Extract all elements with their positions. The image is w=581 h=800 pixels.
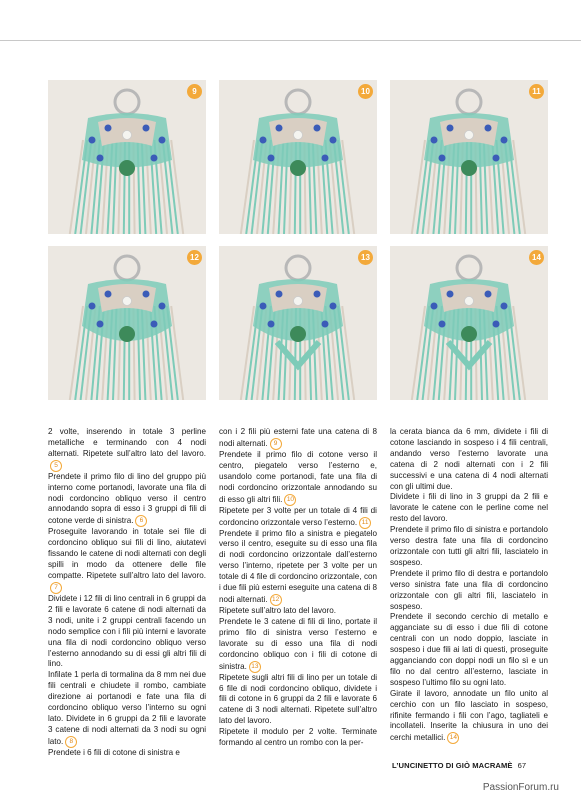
text-column-2	[219, 427, 377, 749]
text-column-3	[390, 427, 548, 744]
paragraph-text: Dividete i 12 fili di lino centrali in 6 gruppi da 2 fili e lavorate 6 catene di nodi alternati da 3 nodi, unite i 2 gruppi centrali facendo un nodo semplice con i fili più interni e lavorate una fila di nodi cordoncino obliquo verso l’esterno annodando su di essi gli altri fili di lino.	[48, 594, 206, 669]
step-number-badge: 11	[529, 84, 544, 99]
step-number-badge: 13	[358, 250, 373, 265]
paragraph	[48, 527, 206, 594]
paragraph-text: Ripetete sull’altro lato del lavoro.	[219, 606, 336, 616]
paragraph	[219, 450, 377, 506]
step-marker: 8	[65, 736, 77, 748]
paragraph	[219, 673, 377, 728]
paragraph	[219, 529, 377, 606]
paragraph	[219, 506, 377, 529]
page-number: 67	[517, 761, 527, 770]
step-photo-9	[48, 80, 206, 234]
macrame-illustration	[219, 80, 377, 234]
step-marker: 5	[50, 460, 62, 472]
paragraph-text: Prendete il primo filo di sinistra e portandolo verso destra fate una fila di cordoncino orizzontale con tutti gli altri fili, lasciatelo in sospeso.	[390, 525, 548, 567]
step-photo-14	[390, 246, 548, 400]
paragraph-text: Prendete il primo filo di destra e portandolo verso sinistra fate una fila di cordoncino orizzontale con gli altri fili, lasciatelo in sospeso.	[390, 568, 548, 611]
paragraph-text: Dividete i fili di lino in 3 gruppi da 2 fili e lavorate le catene con le perline come nel resto del lavoro.	[390, 492, 548, 524]
paragraph-text: Prendete il primo filo di cotone verso il centro, piegatelo verso l’esterno e, usandolo come portanodi, fate una fila di nodi cordoncino orizzontale annodando su di esso gli altri fili.	[219, 449, 377, 504]
step-photo-13	[219, 246, 377, 400]
paragraph	[48, 472, 206, 528]
paragraph-text: Ripetete il modulo per 2 volte. Terminate formando al centro un rombo con la per-	[219, 727, 377, 748]
step-marker: 6	[135, 515, 147, 527]
step-number-badge: 10	[358, 84, 373, 99]
step-number-badge: 12	[187, 250, 202, 265]
paragraph-text: Prendete il primo filo a sinistra e piegatelo verso il centro, eseguite su di esso una fila di nodi cordoncino orizzontale dall’esterno verso l’interno, ripetete per 3 volte per un totale di 4 file di cordoncino orizzontale, con i due fili più esterni eseguite una catena di 8 nodi alternati.	[219, 528, 377, 605]
step-marker: 12	[270, 594, 282, 606]
paragraph	[48, 748, 206, 759]
paragraph	[390, 492, 548, 525]
paragraph-text: Ripetete per 3 volte per un totale di 4 fili di cordoncino orizzontale verso l’esterno.	[219, 505, 377, 527]
paragraph-text: Infilate 1 perla di tormalina da 8 mm nei due fili centrali e chiudete il rombo, cambiate direzione ai portanodi e fate una fila di cordoncino obliquo verso l’interno su ogni lato. Dividete in 6 gruppi da 2 fili e lavorate 3 catene di nodi alternati da 3 nodi su ogni lato.	[48, 670, 206, 746]
paragraph	[48, 427, 206, 472]
step-marker: 11	[359, 517, 371, 529]
paragraph-text: Proseguite lavorando in totale sei file di cordoncino obliquo sui fili di lino, aiutatevi fissando le catene di nodi alternati con degli spilli in modo da ottenere delle file compatte. Ripetete sull’altro lato del lavoro.	[48, 527, 206, 581]
paragraph-text: Girate il lavoro, annodate un filo unito al cerchio con un filo lasciato in sospeso, rifinite fermando i fili con l’ago, tagliateli e incollateli. Inserite la chiusura in uno dei cerchi metallici.	[390, 688, 548, 743]
step-number-badge: 14	[529, 250, 544, 265]
page-footer	[392, 761, 526, 770]
macrame-illustration	[48, 80, 206, 234]
paragraph	[390, 427, 548, 492]
paragraph	[390, 525, 548, 569]
header-rule	[0, 40, 581, 41]
paragraph	[219, 427, 377, 450]
paragraph	[48, 594, 206, 670]
paragraph	[48, 670, 206, 747]
paragraph	[390, 612, 548, 688]
paragraph	[219, 727, 377, 749]
paragraph	[219, 617, 377, 673]
macrame-illustration	[219, 246, 377, 400]
paragraph-text: Prendete il secondo cerchio di metallo e agganciate su di esso i due fili di cotone centrali con un nodo doppio, lasciate in sospeso i due fili ai lati di questi, proseguite agganciando con doppi nodi un filo sì e un filo no dal centro all’esterno, lasciate in sospeso l’ultimo filo su ogni lato.	[390, 612, 548, 687]
step-marker: 9	[270, 438, 282, 450]
paragraph	[390, 689, 548, 745]
step-marker: 13	[249, 661, 261, 673]
macrame-illustration	[390, 80, 548, 234]
instructions	[48, 427, 548, 757]
step-marker: 10	[284, 494, 296, 506]
step-photo-10	[219, 80, 377, 234]
macrame-illustration	[48, 246, 206, 400]
paragraph-text: Ripetete sugli altri fili di lino per un totale di 6 file di nodi cordoncino obliquo, dividete i fili di cotone in 6 gruppi da 2 fili e lavorate 6 catene di 3 nodi alternati. Ripetete sull’altro lato del lavoro.	[219, 672, 377, 726]
step-photo-11	[390, 80, 548, 234]
paragraph-text: Prendete le 3 catene di fili di lino, portate il primo filo di sinistra verso l’esterno e lavorate su di esso una fila di nodi cordoncino obliquo con i fili di cotone di sinistra.	[219, 616, 377, 671]
magazine-title: L’UNCINETTO DI GIÒ MACRAMÈ	[392, 761, 513, 770]
paragraph-text: Prendete il primo filo di lino del gruppo più interno come portanodi, lavorate una fila di nodi cordoncino obliquo verso il centro annodando sopra di esso i 3 gruppi di fili di cotone verde di sinistra.	[48, 471, 206, 526]
step-marker: 7	[50, 582, 62, 594]
text-column-1	[48, 427, 206, 759]
paragraph-text: con i 2 fili più esterni fate una catena di 8 nodi alternati.	[219, 427, 377, 449]
step-marker: 14	[447, 732, 459, 744]
paragraph	[390, 569, 548, 613]
step-photo-12	[48, 246, 206, 400]
paragraph-text: Prendete i 6 fili di cotone di sinistra e	[48, 747, 180, 757]
step-number-badge: 9	[187, 84, 202, 99]
watermark: PassionForum.ru	[482, 782, 559, 793]
paragraph	[219, 606, 377, 617]
paragraph-text: la cerata bianca da 6 mm, dividete i fili di cotone lasciando in sospeso i 4 fili centrali, andando verso l’esterno lavorate una catena di 2 nodi alternati con i 2 fili successivi e una catena di 4 nodi alternati con gli ultimi due.	[390, 427, 548, 491]
macrame-illustration	[390, 246, 548, 400]
paragraph-text: 2 volte, inserendo in totale 3 perline metalliche e terminando con 4 nodi alternati. Ripetete sull’altro lato del lavoro.	[48, 427, 206, 458]
